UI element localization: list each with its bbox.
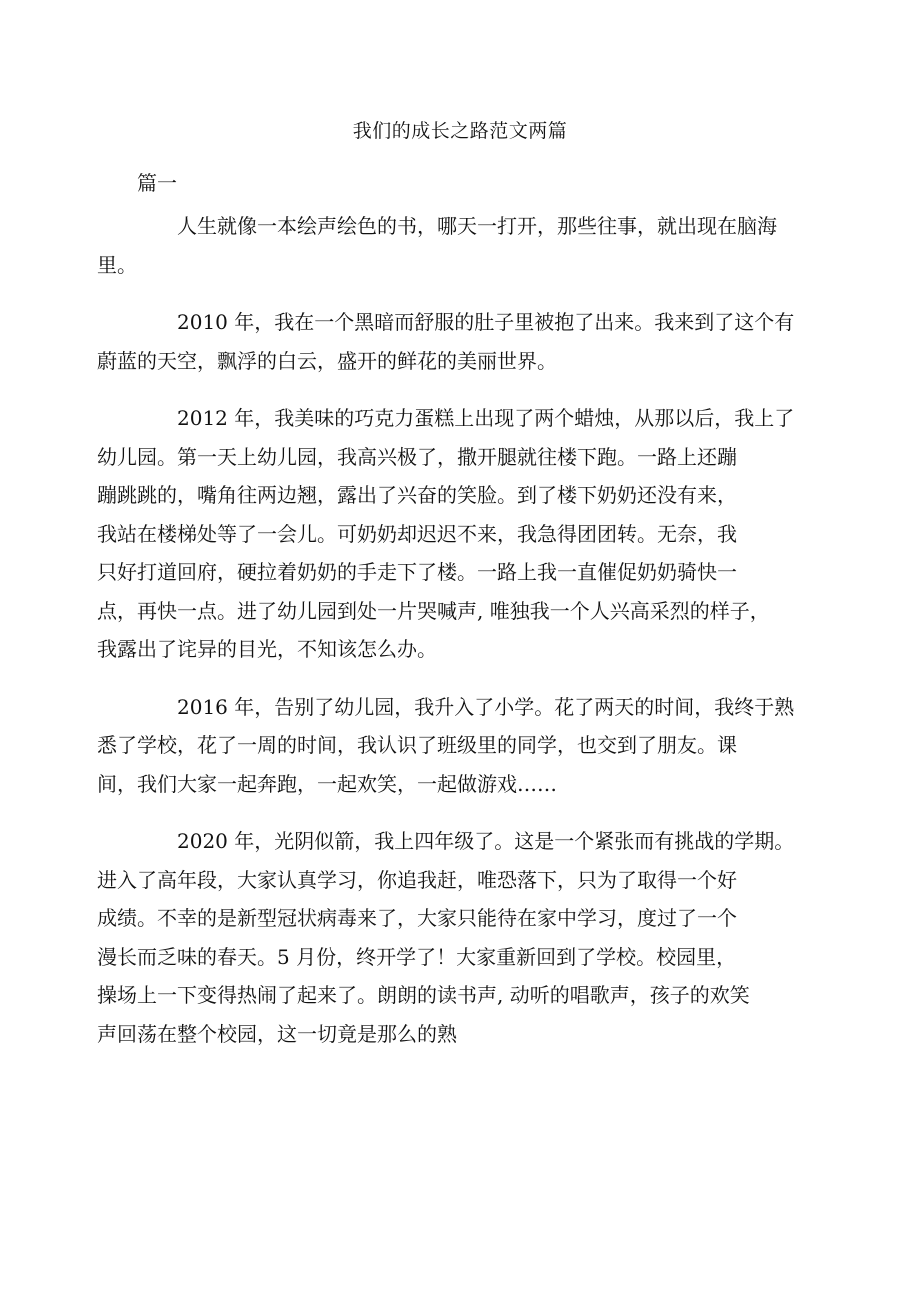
page-title: 我们的成长之路范文两篇 xyxy=(352,120,568,142)
paragraph-line: 漫长而乏味的春天。5 月份，终开学了！大家重新回到了学校。校园里， xyxy=(97,944,737,969)
paragraph-line: 操场上一下变得热闹了起来了。朗朗的读书声, 动听的唱歌声，孩子的欢笑 xyxy=(97,983,750,1007)
paragraph-line: 人生就像一本绘声绘色的书，哪天一打开，那些往事，就出现在脑海 xyxy=(177,214,777,238)
paragraph-line: 点，再快一点。进了幼儿园到处一片哭喊声, 唯独我一个人兴高采烈的样子， xyxy=(97,598,770,623)
paragraph-line: 2012 年，我美味的巧克力蛋糕上出现了两个蜡烛，从那以后，我上了 xyxy=(177,406,795,430)
paragraph-line: 2010 年，我在一个黑暗而舒服的肚子里被抱了出来。我来到了这个有 xyxy=(177,310,795,334)
paragraph-line: 进入了高年段，大家认真学习，你追我赶，唯恐落下，只为了取得一个好 xyxy=(97,867,737,892)
paragraph-line: 只好打道回府，硬拉着奶奶的手走下了楼。一路上我一直催促奶奶骑快一 xyxy=(97,560,737,584)
section-label: 篇一 xyxy=(137,171,177,195)
paragraph-line: 我露出了诧异的目光，不知该怎么办。 xyxy=(97,637,437,661)
paragraph-line: 蹦跳跳的，嘴角往两边翘，露出了兴奋的笑脸。到了楼下奶奶还没有来， xyxy=(97,483,737,507)
paragraph xyxy=(97,399,797,669)
paragraph-line: 间，我们大家一起奔跑，一起欢笑，一起做游戏…… xyxy=(97,771,557,796)
document-body xyxy=(97,207,797,1072)
paragraph-line: 我站在楼梯处等了一会儿。可奶奶却迟迟不来，我急得团团转。无奈，我 xyxy=(97,521,737,546)
paragraph xyxy=(97,688,797,804)
paragraph-line: 声回荡在整个校园，这一切竟是那么的熟 xyxy=(97,1021,457,1046)
paragraph xyxy=(97,303,797,380)
paragraph-line: 悉了学校，花了一周的时间，我认识了班级里的同学，也交到了朋友。课 xyxy=(97,733,737,757)
paragraph xyxy=(97,822,797,1053)
paragraph-line: 2016 年，告别了幼儿园，我升入了小学。花了两天的时间，我终于熟 xyxy=(177,694,795,719)
paragraph xyxy=(97,207,797,284)
paragraph-line: 蔚蓝的天空，飘浮的白云，盛开的鲜花的美丽世界。 xyxy=(97,348,557,373)
paragraph-line: 成绩。不幸的是新型冠状病毒来了，大家只能待在家中学习，度过了一个 xyxy=(97,906,737,930)
paragraph-line: 2020 年，光阴似箭，我上四年级了。这是一个紧张而有挑战的学期。 xyxy=(177,829,795,853)
paragraph-line: 幼儿园。第一天上幼儿园，我高兴极了，撒开腿就往楼下跑。一路上还蹦 xyxy=(97,444,737,469)
paragraph-line: 里。 xyxy=(97,252,137,277)
